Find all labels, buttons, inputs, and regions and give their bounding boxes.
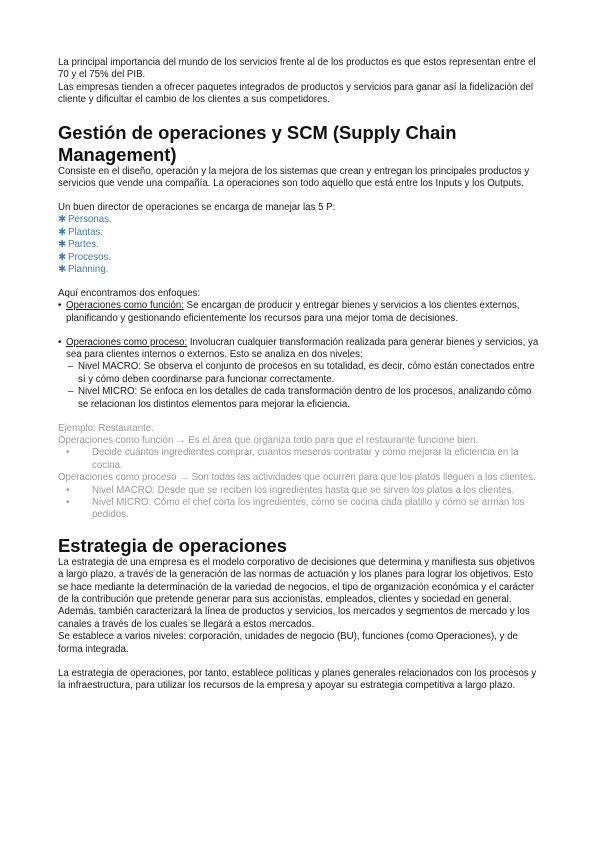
intro-paragraph-2: Las empresas tienden a ofrecer paquetes integrados de productos y servicios para ganar así la fidelización del cliente y dificultar el cambio de los clientes a sus competidores. — [58, 81, 533, 106]
approach-label: Operaciones como función: — [66, 300, 184, 312]
intro-paragraph-1: La principal importancia del mundo de los servicios frente al de los productos es que estos representan entre el 70 y el 75% del PIB. — [58, 57, 536, 81]
star-bullet-icon: ✱ — [58, 251, 67, 263]
approaches-intro: Aquí encontramos dos enfoques: — [58, 287, 201, 299]
level-item-macro: – Nivel MACRO: Se observa el conjunto de procesos en su totalidad, es decir, cómo están conectados entre sí y cómo deben coordinarse para funcionar correctamente. — [68, 361, 535, 385]
example-function-item: • Decide cuántos ingredientes comprar, cuántos meseros contratar y cómo mejorar la eficiencia en la cocina. — [66, 447, 519, 471]
example-process-item-micro: • Nivel MICRO: Cómo el chef corta los ingredientes, cómo se cocina cada platillo y cómo se arman los pedidos. — [66, 496, 525, 521]
section-heading-gestion: Gestión de operaciones y SCM (Supply Chain Management) — [58, 121, 457, 165]
level-item-micro: – Nivel MICRO: Se enfoca en los detalles de cada transformación dentro de los procesos, analizando cómo se relacionan los distintos elementos para mejorar la eficiencia. — [68, 386, 532, 410]
bullet-dot-icon: • — [58, 336, 62, 348]
approach-item-function: • Operaciones como función: Se encargan de producir y entregar bienes y servicios a los clientes externos, planificando y gestionando eficientemente los recursos para una mejor toma de decisiones. — [58, 300, 520, 324]
star-bullet-icon: ✱ — [58, 214, 67, 226]
approach-label: Operaciones como proceso: — [66, 336, 188, 348]
star-bullet-icon: ✱ — [58, 263, 67, 275]
star-bullet-icon: ✱ — [58, 226, 67, 238]
estrategia-paragraph-1: La estrategia de una empresa es el modelo corporativo de decisiones que determina y manifiesta sus objetivos a largo plazo, a través de la generación de las normas de actuación y los planes para lograr los objetivos. Esto se hace mediante la determinación de la variedad de negocios, el tipo de organización económica y el carácter de la contribución que pretende generar para sus accionistas, empleados, clientes y sociedad en general. Además, también caracterizará la línea de productos y servicios, los mercados y segmentos de mercado y los canales a través de los cuales se llegará a estos mercados. — [58, 556, 535, 630]
example-title: Ejemplo: Restaurante. — [58, 422, 154, 434]
dash-bullet-icon: – — [68, 386, 74, 398]
five-p-intro: Un buen director de operaciones se encarga de manejar las 5 P: — [58, 201, 336, 213]
approach-item-process: • Operaciones como proceso: Involucran cualquier transformación realizada para generar bienes y servicios, ya sea para clientes internos o externos. Esto se analiza en dos niveles: — [58, 336, 539, 360]
example-function: Operaciones como función → Es el área que organiza todo para que el restaurante funcione bien. — [58, 434, 479, 446]
example-process-item-macro: • Nivel MACRO: Desde que se reciben los ingredientes hasta que se sirven los platos a los clientes. — [66, 484, 515, 496]
list-item: ✱ Planning. — [58, 263, 109, 275]
estrategia-paragraph-2: Se establece a varios niveles: corporación, unidades de negocio (BU), funciones (como Operaciones), y de forma integrada. — [58, 631, 518, 655]
dash-bullet-icon: – — [68, 361, 74, 373]
list-item: ✱ Partes. — [58, 239, 99, 251]
list-item: ✱ Procesos. — [58, 251, 112, 263]
five-p-list — [58, 214, 541, 276]
estrategia-paragraph-3: La estrategia de operaciones, por tanto, establece políticas y planes generales relacionados con los procesos y la infraestructura, para utilizar los recursos de la empresa y apoyar su estrategia competitiva a largo plazo. — [58, 667, 537, 691]
star-bullet-icon: ✱ — [58, 239, 67, 251]
list-item: ✱ Personas. — [58, 214, 112, 226]
bullet-dot-icon: • — [66, 484, 70, 496]
example-process: Operaciones como proceso → Son todas las actividades que ocurren para que los platos lleguen a los clientes. — [58, 472, 536, 484]
section-heading-estrategia: Estrategia de operaciones — [58, 534, 287, 556]
list-item: ✱ Plantas. — [58, 226, 104, 238]
bullet-dot-icon: • — [66, 496, 70, 508]
gestion-definition: Consiste en el diseño, operación y la mejora de los sistemas que crean y entregan los principales productos y servicios que vende una compañía. La operaciones son todo aquello que está entre los Inputs y los Outputs. — [58, 165, 530, 190]
bullet-dot-icon: • — [66, 447, 70, 459]
bullet-dot-icon: • — [58, 300, 62, 312]
